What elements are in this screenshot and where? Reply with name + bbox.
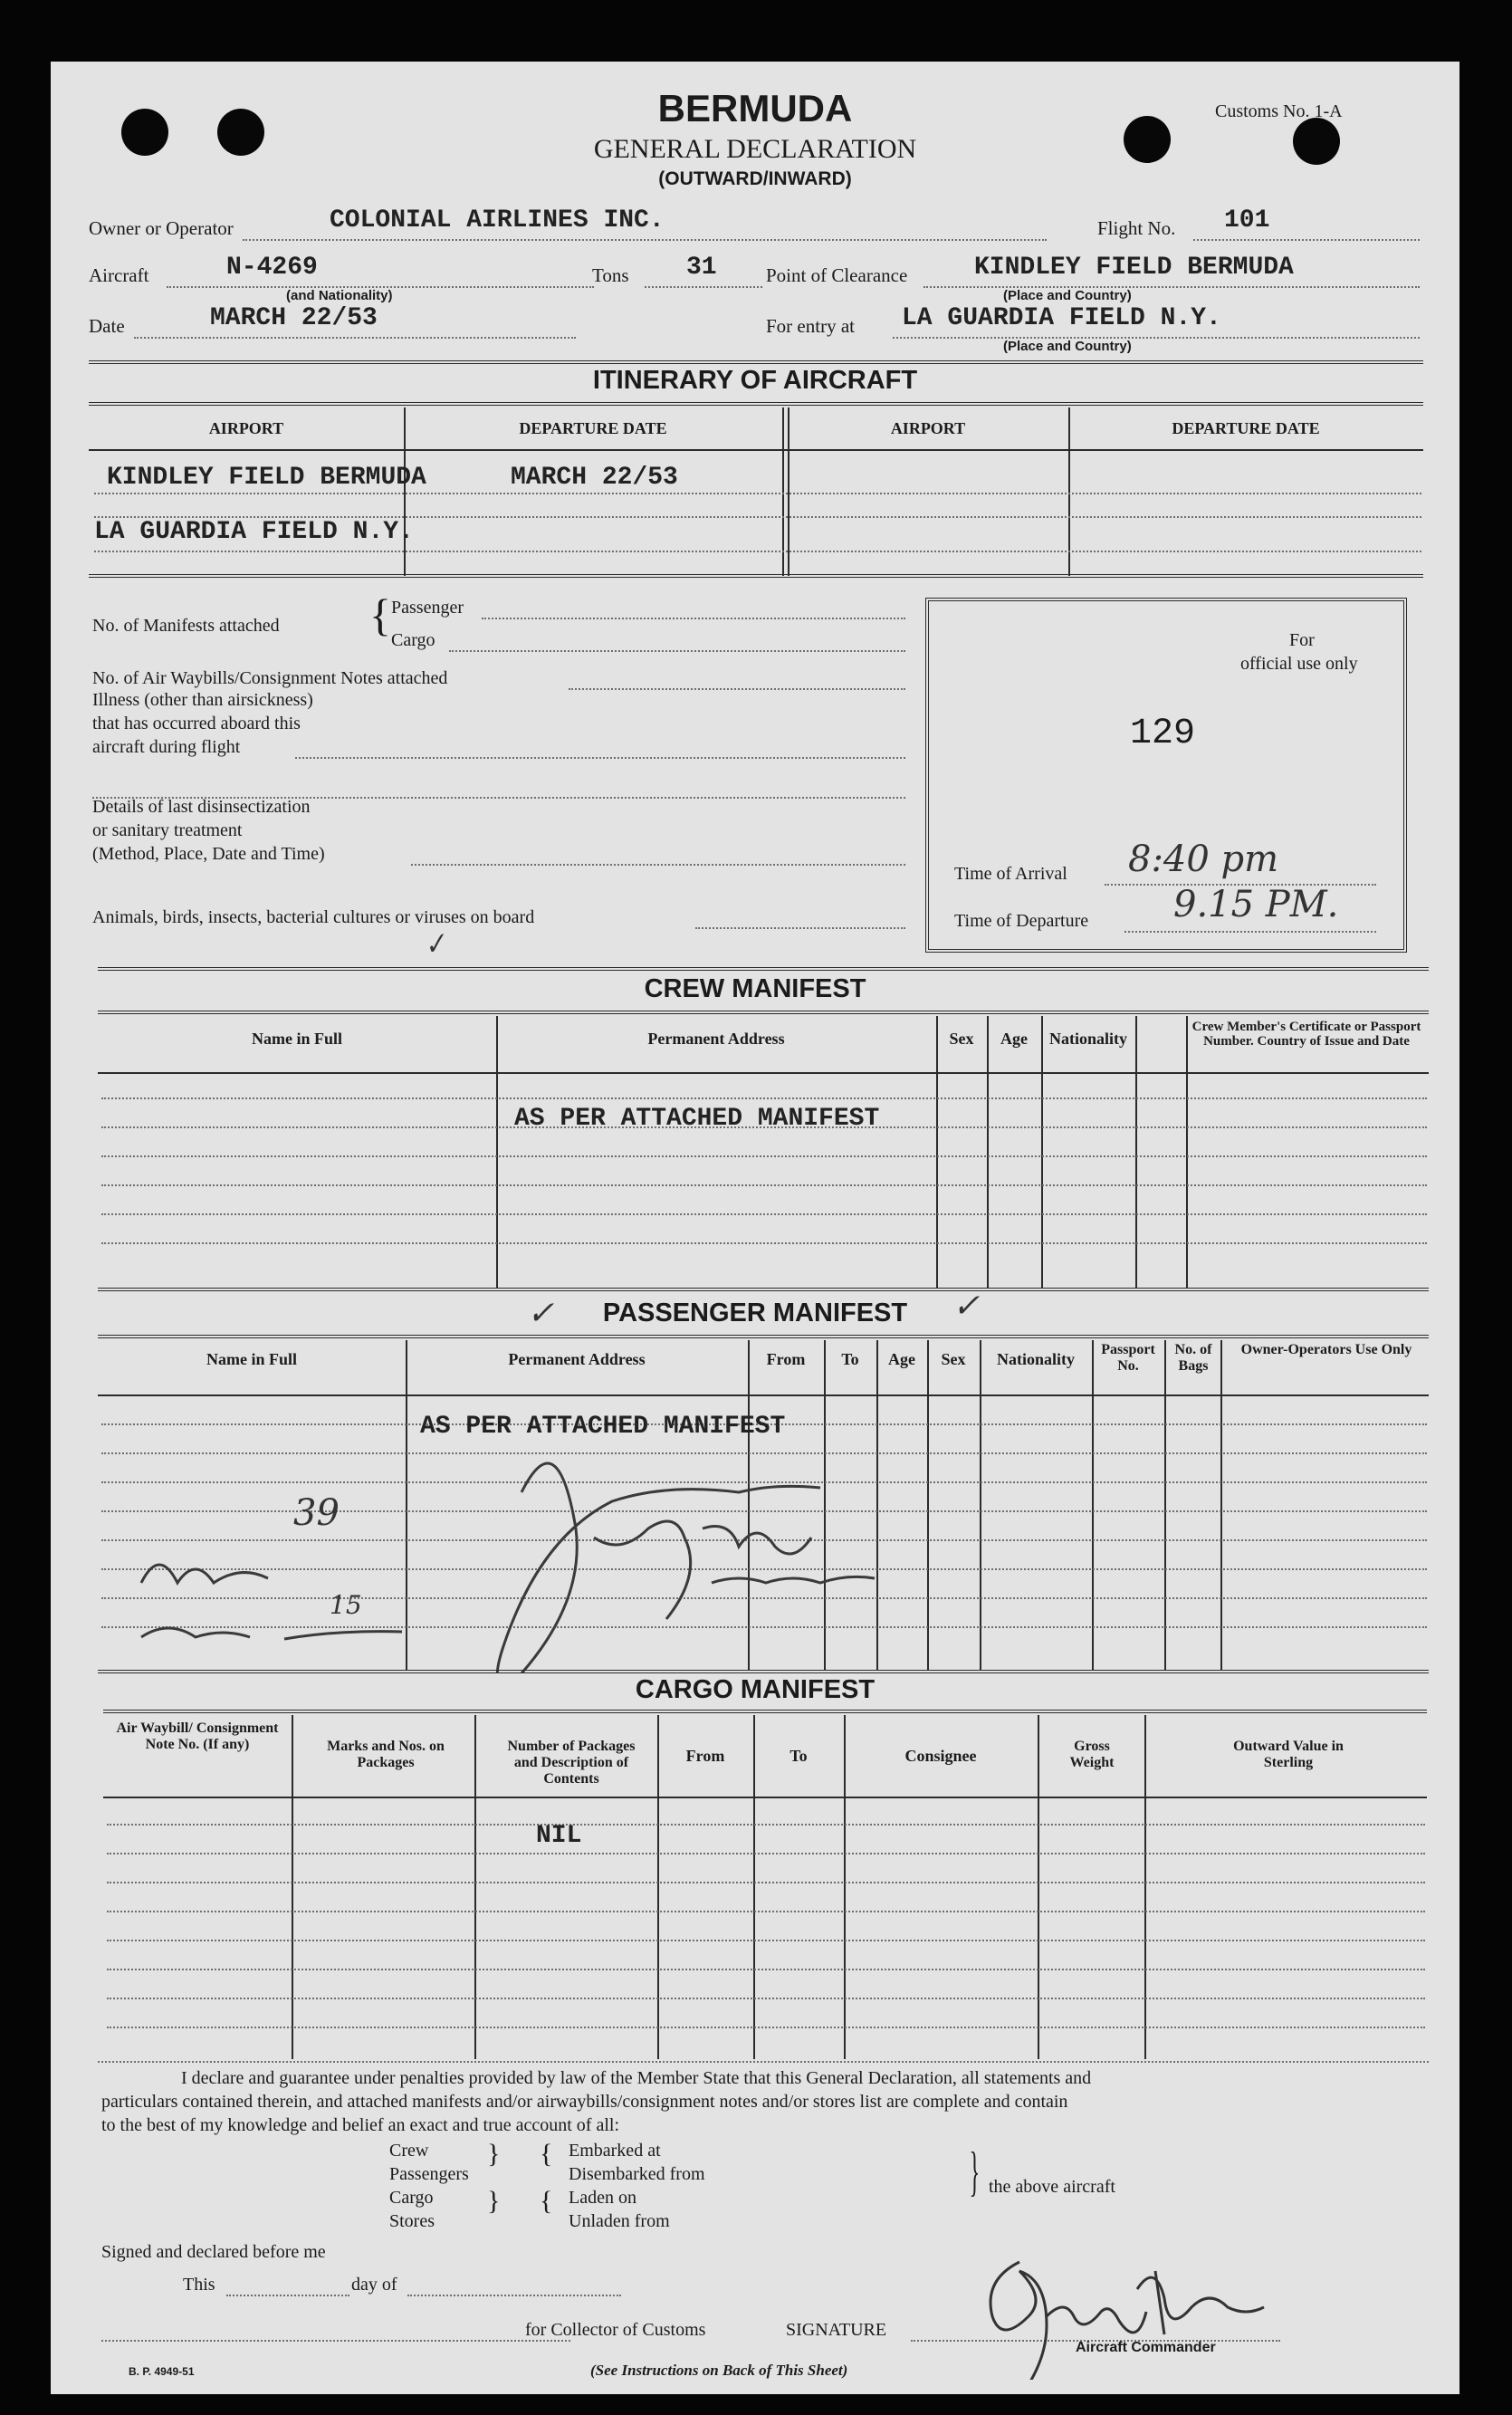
decl-laden: Laden on — [569, 2188, 636, 2208]
decl-day-of: day of — [351, 2275, 397, 2295]
decl-passengers: Passengers — [389, 2164, 469, 2184]
departure-label: Time of Departure — [954, 911, 1089, 931]
cargo-title: CARGO MANIFEST — [635, 1675, 876, 1704]
crew-note: AS PER ATTACHED MANIFEST — [514, 1105, 880, 1133]
flight-label: Flight No. — [1097, 217, 1176, 239]
decl-embarked: Embarked at — [569, 2141, 661, 2161]
crew-header-age: Age — [1000, 1030, 1028, 1048]
cargo-note: NIL — [536, 1822, 582, 1850]
disinsect-line-1: Details of last disinsectization — [92, 797, 311, 817]
cargo-header-packages: Number of Packages and Description of Contents — [507, 1739, 636, 1787]
decl-cargo: Cargo — [389, 2188, 434, 2208]
itinerary-header-airport-2: AIRPORT — [890, 419, 966, 437]
illness-line-3: aircraft during flight — [92, 737, 241, 757]
decl-signature: SIGNATURE — [786, 2320, 887, 2340]
date-label: Date — [89, 315, 125, 337]
cargo-header-marks: Marks and Nos. on Packages — [327, 1739, 445, 1770]
decl-above-aircraft: the above aircraft — [989, 2177, 1115, 2197]
official-number: 129 — [1130, 714, 1196, 754]
decl-commander: Aircraft Commander — [1076, 2340, 1216, 2355]
passenger-note: AS PER ATTACHED MANIFEST — [420, 1413, 786, 1441]
check-mark: ✓ — [952, 1288, 981, 1325]
cargo-header-consignee: Consignee — [904, 1747, 977, 1765]
passenger-header-address: Permanent Address — [508, 1350, 646, 1368]
aircraft-value: N-4269 — [226, 254, 318, 282]
arrival-value: 8:40 pm — [1128, 839, 1279, 880]
passenger-header-from: From — [766, 1350, 806, 1368]
handwritten-scribbles — [87, 1402, 1264, 1673]
clearance-value: KINDLEY FIELD BERMUDA — [974, 254, 1294, 282]
illness-line-2: that has occurred aboard this — [92, 714, 301, 733]
itinerary-header-date: DEPARTURE DATE — [519, 419, 667, 437]
passenger-header-to: To — [841, 1350, 859, 1368]
clearance-label: Point of Clearance — [766, 264, 908, 286]
cargo-header-weight: Gross Weight — [1069, 1739, 1115, 1770]
itinerary-title: ITINERARY OF AIRCRAFT — [592, 366, 918, 395]
crew-header-sex: Sex — [949, 1030, 974, 1048]
form-direction: (OUTWARD/INWARD) — [658, 168, 852, 189]
itinerary-row-2-airport: LA GUARDIA FIELD N.Y. — [94, 518, 414, 546]
passenger-header-sex: Sex — [941, 1350, 966, 1368]
form-code: B. P. 4949-51 — [129, 2365, 195, 2378]
passenger-count-handwritten: 39 — [293, 1492, 340, 1534]
flight-value: 101 — [1224, 206, 1270, 235]
form-number: Customs No. 1-A — [1215, 101, 1343, 121]
aircraft-label: Aircraft — [89, 264, 149, 286]
passenger-count-handwritten-2: 15 — [330, 1590, 362, 1620]
passenger-header-owner: Owner-Operators Use Only — [1240, 1342, 1412, 1357]
decl-crew: Crew — [389, 2141, 429, 2161]
cargo-header-from: From — [685, 1747, 725, 1765]
arrival-label: Time of Arrival — [954, 864, 1067, 884]
handwritten-mark: ✓ — [419, 926, 451, 963]
commander-signature — [938, 2235, 1300, 2380]
cargo-header-waybill: Air Waybill/ Consignment Note No. (If any) — [116, 1720, 279, 1752]
illness-line-1: Illness (other than airsickness) — [92, 690, 313, 710]
crew-title: CREW MANIFEST — [644, 974, 866, 1003]
cargo-label: Cargo — [391, 630, 435, 650]
waybills-label: No. of Air Waybills/Consignment Notes attached — [92, 668, 448, 688]
passenger-header-bags: No. of Bags — [1174, 1342, 1212, 1374]
cargo-header-to: To — [789, 1747, 808, 1765]
decl-stores: Stores — [389, 2211, 435, 2231]
tons-label: Tons — [592, 264, 629, 286]
cargo-header-value: Outward Value in Sterling — [1233, 1739, 1344, 1770]
disinsect-line-2: or sanitary treatment — [92, 820, 243, 840]
passenger-header-passport: Passport No. — [1101, 1342, 1155, 1374]
itinerary-row-1-airport: KINDLEY FIELD BERMUDA — [107, 464, 426, 492]
official-for: For — [1289, 630, 1315, 650]
crew-header-certificate: Crew Member's Certificate or Passport Number. Country of Issue and Date — [1191, 1020, 1421, 1049]
passenger-header-name: Name in Full — [206, 1350, 297, 1368]
departure-value: 9.15 PM. — [1173, 884, 1339, 925]
entry-value: LA GUARDIA FIELD N.Y. — [902, 304, 1221, 332]
official-use-label: official use only — [1240, 654, 1358, 674]
decl-signed: Signed and declared before me — [101, 2242, 326, 2262]
decl-disembarked: Disembarked from — [569, 2164, 705, 2184]
decl-this: This — [183, 2275, 215, 2295]
aircraft-note: (and Nationality) — [286, 288, 393, 303]
form-subtitle: GENERAL DECLARATION — [593, 134, 917, 164]
owner-label: Owner or Operator — [89, 217, 234, 239]
crew-header-address: Permanent Address — [647, 1030, 785, 1048]
passenger-label: Passenger — [391, 598, 464, 618]
passenger-header-nationality: Nationality — [996, 1350, 1075, 1368]
itinerary-header-date-2: DEPARTURE DATE — [1172, 419, 1320, 437]
crew-header-nationality: Nationality — [1048, 1030, 1127, 1048]
owner-value: COLONIAL AIRLINES INC. — [330, 206, 665, 235]
declaration-form: BERMUDA GENERAL DECLARATION (OUTWARD/INWARD) Customs No. 1-A Owner or Operator COLONIAL AIRLINES INC. Flight No. 101 Aircraft N-4269 (and Nationality) Tons 31 Point of Clearance KINDLEY FIELD BERMUDA (Place and Country) Date MARCH 22/53 For entry at LA GUARDIA FIELD N.Y. (Place and Country) ITINERARY OF AIRCRAFT AIRPORT DEPARTURE DATE AIRPORT DEPARTURE DATE KINDLEY FIELD BERMUDA MARCH 22/53 LA GUARDIA FIELD N.Y. No. of Manifests attached { Passenger Cargo No. of Air Waybills/Consignment Notes attached Illness (other than airsickness) that has occurred aboard this aircraft during flight Details of last disinsectization or sanitary treatment (Method, Place, Date and Time) Animals, birds, insects, bacterial cultures or viruses on board ✓ For official use only 129 Time of Arrival 8:40 pm Time of Departure 9.15 PM. CREW MANIFEST Name in Full Permanent Address Sex Age Nationality Crew Member's Certificate or Passport Number. Country of Issue and Date AS PER ATTACHED MANIFEST PASSENGER MANIFEST ✓ ✓ Name in Full Permanent Address From To Age Sex Nationality Passport No. No. of Bags Owner-Operators Use Only AS PER ATTACHED MANIFEST 39 15 CARGO MANIFEST Air Waybill/ Consignment Note No. (If any) Marks and Nos. on Packages Number of Packages and Description of Contents From To Consignee Gross Weight Outward Value in Sterling NIL I declare and guarantee under penalties provided by law of the Member State that this General Declaration, all statements and particulars contained therein, and attached manifests and/or airwaybills/consignment notes and/or stores list are complete and contain to the best of my knowledge and belief an exact and true account of all: Crew Passengers Cargo Stores } } { { Embarked at Disembarked from Laden on Unladen from } the above aircraft Signed and declared before me This day of for Collector of Customs SIGNATURE Aircraft Commander (See Instructions on Back of This Sheet) B. P. 4949-51 — [51, 62, 1459, 2394]
entry-label: For entry at — [766, 315, 855, 337]
check-mark: ✓ — [527, 1295, 555, 1332]
declaration-line-2: particulars contained therein, and attached manifests and/or airwaybills/consignment notes and/or stores list are complete and contain — [101, 2092, 1068, 2112]
decl-collector: for Collector of Customs — [525, 2320, 706, 2340]
crew-header-name: Name in Full — [251, 1030, 342, 1048]
disinsect-line-3: (Method, Place, Date and Time) — [92, 844, 325, 864]
date-value: MARCH 22/53 — [210, 304, 378, 332]
manifests-label: No. of Manifests attached — [92, 616, 280, 636]
clearance-note: (Place and Country) — [1003, 288, 1132, 303]
animals-label: Animals, birds, insects, bacterial cultures or viruses on board — [92, 907, 535, 927]
form-title: BERMUDA — [657, 87, 853, 129]
declaration-line-1: I declare and guarantee under penalties provided by law of the Member State that this General Declaration, all statements and — [181, 2068, 1092, 2088]
passenger-header-age: Age — [888, 1350, 915, 1368]
itinerary-row-1-date: MARCH 22/53 — [511, 464, 678, 492]
itinerary-header-airport: AIRPORT — [208, 419, 284, 437]
declaration-line-3: to the best of my knowledge and belief an exact and true account of all: — [101, 2115, 620, 2135]
tons-value: 31 — [686, 254, 717, 282]
decl-unladen: Unladen from — [569, 2211, 670, 2231]
entry-note: (Place and Country) — [1003, 339, 1132, 354]
decl-instructions: (See Instructions on Back of This Sheet) — [590, 2362, 848, 2379]
passenger-title: PASSENGER MANIFEST — [602, 1299, 908, 1327]
